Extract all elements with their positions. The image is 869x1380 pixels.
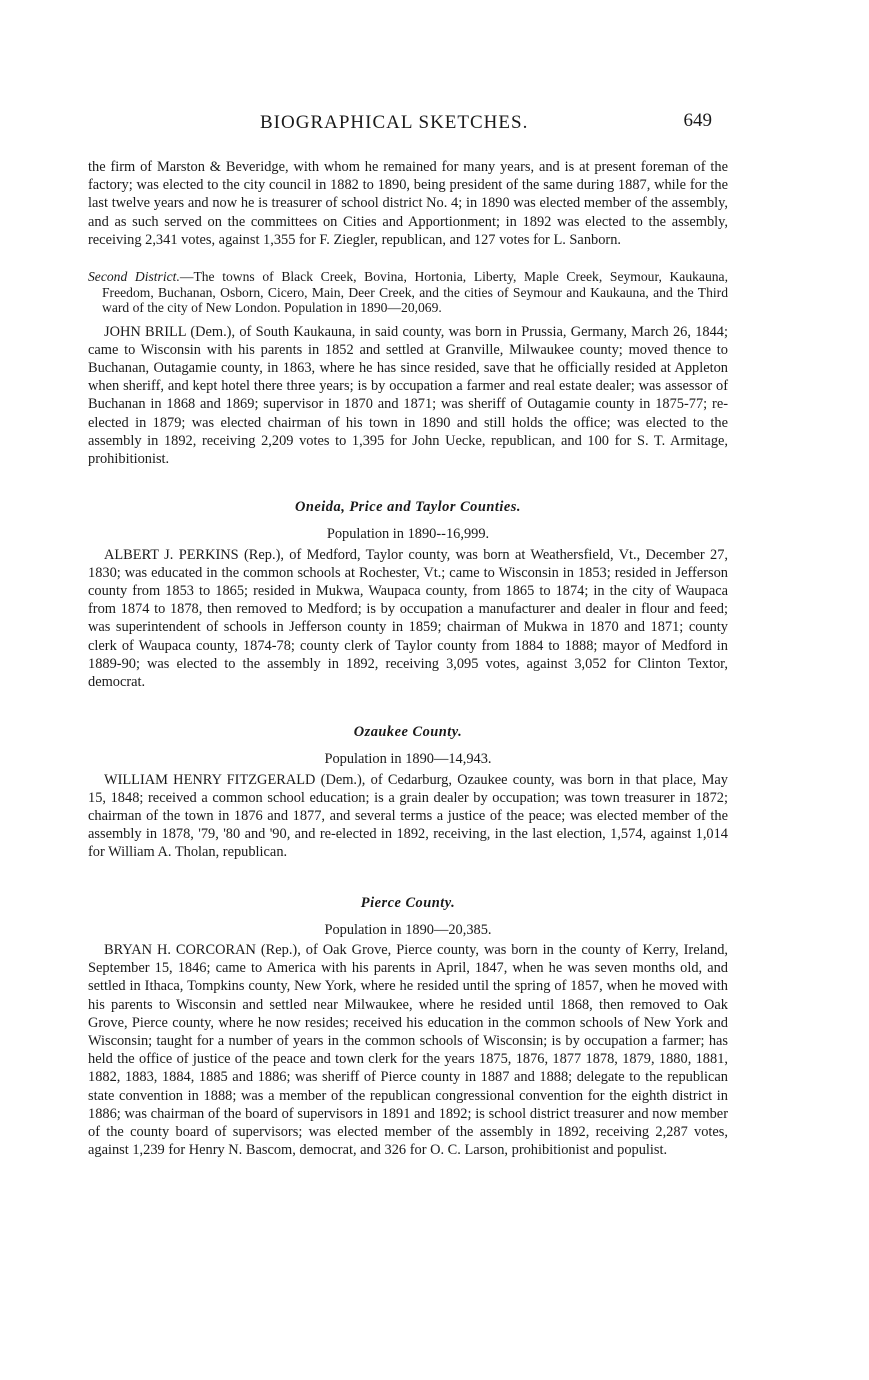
population-oneida-price-taylor: Population in 1890--16,999. bbox=[326, 526, 490, 543]
continuation-paragraph: the firm of Marston & Beveridge, with whom he remained for many years, and is at present foreman of the factory; was elected to the city council in 1882 to 1890, being president of the same during 1887, while for the last twelve years and now he is treasurer of school district No. 4; in 1890 was elected member of the assembly, and as such served on the committees on Cities and Apportionment; in 1892 was elected to the assembly, receiving 2,341 votes, against 1,355 for F. Ziegler, republican, and 127 votes for L. Sanborn. bbox=[88, 159, 728, 248]
bio-albert-perkins: ALBERT J. PERKINS (Rep.), of Medford, Taylor county, was born at Weathersfield, Vt., December 27, 1830; was educated in the common schools at Rochester, Vt.; came to Wisconsin in 1853; resided in Jefferson county from 1853 to 1865; resided in Mukwa, Waupaca county, from 1865 to 1874; in the city of Waupaca from 1874 to 1878, then removed to Medford; is by occupation a manufacturer and dealer in flour and feed; was superintendent of schools in Jefferson county in 1859; chairman of Mukwa in 1870 and 1871; county clerk of Waupaca county, 1874-78; county clerk of Taylor county from 1884 to 1888; mayor of Medford in 1889-90; was elected to the assembly in 1892, receiving 3,095 votes, against 3,052 for Clinton Textor, democrat. bbox=[88, 546, 728, 690]
bio-william-fitzgerald: WILLIAM HENRY FITZGERALD (Dem.), of Cedarburg, Ozaukee county, was born in that place, May 15, 1848; received a common school education; is a grain dealer by occupation; was town treasurer in 1872; chairman of the town in 1876 and 1877, and several terms a justice of the peace; was elected member of the assembly in 1878, '79, '80 and '90, and re-elected in 1892, receiving, in the last election, 1,574, against 1,014 for William A. Tholan, republican. bbox=[88, 771, 728, 861]
page-number: 649 bbox=[683, 110, 712, 131]
running-title: BIOGRAPHICAL SKETCHES. bbox=[260, 112, 529, 133]
district-text: —The towns of Black Creek, Bovina, Hortonia, Liberty, Maple Creek, Seymour, Kaukauna, Freedom, Buchanan, Osborn, Cicero, Main, Deer Creek, and the cities of Seymour and Kaukauna, and the Third ward of the city of New London. Population in 1890—20,069. bbox=[102, 269, 728, 316]
district-label: Second District. bbox=[88, 269, 180, 285]
section-heading-pierce: Pierce County. bbox=[360, 894, 456, 911]
district-description bbox=[88, 269, 728, 316]
bio-bryan-corcoran: BRYAN H. CORCORAN (Rep.), of Oak Grove, Pierce county, was born in the county of Kerry, Ireland, September 15, 1846; came to America with his parents in April, 1847, when he was seven months old, and settled in Ithaca, Tompkins county, New York, where he resided until the spring of 1857, when he moved with his parents to Wisconsin and settled near Milwaukee, where he resided until 1868, then removed to Oak Grove, Pierce county, where he now resides; received his education in the common schools of New York and Wisconsin; taught for a number of years in the common schools of Wisconsin; is by occupation a farmer; has held the office of justice of the peace and town clerk for the years 1875, 1876, 1877 1878, 1879, 1880, 1881, 1882, 1883, 1884, 1885 and 1886; was sheriff of Pierce county in 1887 and 1888; delegate to the republican state convention in 1888; was a member of the republican congressional convention for the eighth district in 1886; was chairman of the board of supervisors in 1891 and 1892; is school district treasurer and now member of the county board of supervisors; was elected member of the assembly in 1892, receiving 2,287 votes, against 1,239 for Henry N. Bascom, democrat, and 326 for O. C. Larson, prohibitionist and populist. bbox=[88, 942, 728, 1159]
page-header bbox=[88, 112, 728, 142]
population-ozaukee: Population in 1890—14,943. bbox=[324, 751, 492, 768]
page-body bbox=[88, 158, 728, 1159]
population-pierce: Population in 1890—20,385. bbox=[324, 921, 492, 938]
bio-john-brill: JOHN BRILL (Dem.), of South Kaukauna, in said county, was born in Prussia, Germany, March 26, 1844; came to Wisconsin with his parents in 1852 and settled at Granville, Milwaukee county; moved thence to Buchanan, Outagamie county, in 1863, where he has since resided, save that he officially resided at Appleton when sheriff, and kept hotel there three years; is by occupation a farmer and real estate dealer; was assessor of Buchanan in 1868 and 1869; supervisor in 1870 and 1871; was sheriff of Outagamie county in 1875-77; re-elected in 1879; was elected chairman of his town in 1890 and still holds the office; was elected to the assembly in 1892, receiving 2,209 votes to 1,395 for John Uecke, republican, and 100 for S. T. Armitage, prohibitionist. bbox=[88, 323, 728, 467]
section-heading-oneida-price-taylor: Oneida, Price and Taylor Counties. bbox=[295, 499, 521, 516]
section-heading-ozaukee: Ozaukee County. bbox=[353, 724, 463, 741]
